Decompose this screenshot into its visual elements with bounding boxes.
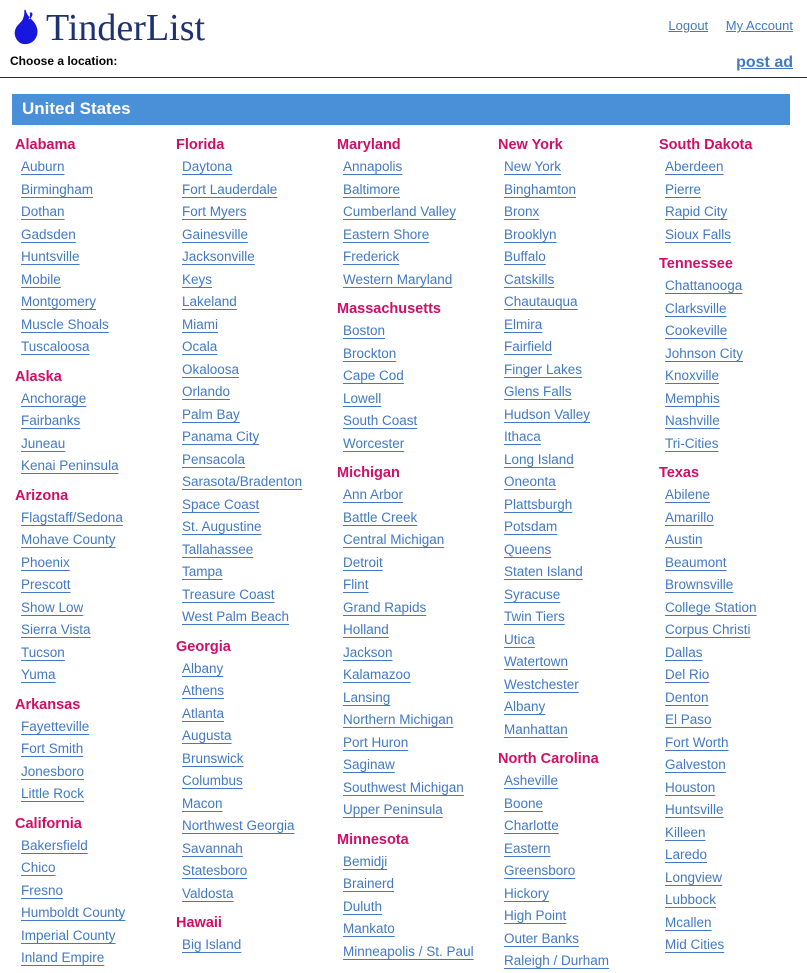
- state-heading: Texas: [659, 465, 700, 481]
- city-link[interactable]: Twin Tiers: [504, 609, 565, 624]
- columns: [0, 131, 807, 973]
- account-links: [654, 8, 793, 33]
- city-link[interactable]: Baltimore: [343, 181, 401, 197]
- city-link[interactable]: Fayetteville: [21, 718, 90, 734]
- city-link[interactable]: Brunswick: [182, 750, 244, 766]
- city-link[interactable]: Miami: [182, 316, 218, 332]
- city-link[interactable]: Dallas: [665, 644, 703, 660]
- city-link[interactable]: Charlotte: [504, 818, 559, 833]
- city-link[interactable]: Treasure Coast: [182, 586, 275, 602]
- city-link[interactable]: Port Huron: [343, 734, 409, 750]
- state-heading: North Carolina: [498, 751, 599, 767]
- city-link[interactable]: Mcallen: [665, 914, 712, 930]
- city-link[interactable]: Show Low: [21, 599, 84, 615]
- city-link[interactable]: Laredo: [665, 847, 708, 862]
- city-link[interactable]: Flagstaff/Sedona: [21, 509, 123, 525]
- city-link[interactable]: Bakersfield: [21, 837, 88, 853]
- city-link[interactable]: Frederick: [343, 249, 400, 264]
- city-link[interactable]: Knoxville: [665, 368, 720, 383]
- city-link[interactable]: Southwest Michigan: [343, 779, 464, 795]
- state-heading: Arizona: [15, 487, 69, 504]
- city-link[interactable]: Cumberland Valley: [343, 204, 457, 219]
- city-link[interactable]: Catskills: [504, 271, 555, 287]
- city-link[interactable]: Valdosta: [182, 885, 234, 901]
- city-link[interactable]: Mobile: [21, 271, 61, 287]
- city-link[interactable]: West Palm Beach: [182, 609, 290, 624]
- city-link[interactable]: Queens: [504, 541, 552, 557]
- location-column: [498, 131, 659, 973]
- location-column: [15, 131, 176, 973]
- city-link[interactable]: Inland Empire: [21, 950, 105, 965]
- city-link[interactable]: Northwest Georgia: [182, 818, 295, 833]
- city-link[interactable]: Galveston: [665, 757, 726, 772]
- city-link[interactable]: Huntsville: [21, 249, 80, 264]
- logo-link[interactable]: [10, 8, 205, 48]
- city-link[interactable]: Minneapolis / St. Paul: [343, 943, 474, 959]
- city-link[interactable]: Jackson: [343, 644, 393, 660]
- city-link[interactable]: Chico: [21, 860, 56, 875]
- city-link[interactable]: Long Island: [504, 451, 574, 467]
- city-link[interactable]: Huntsville: [665, 802, 724, 817]
- city-link[interactable]: Chautauqua: [504, 294, 578, 309]
- post-ad-link[interactable]: post ad: [736, 54, 793, 71]
- city-link[interactable]: Bemidji: [343, 853, 388, 869]
- city-link[interactable]: Cape Cod: [343, 368, 404, 383]
- city-link[interactable]: Nashville: [665, 413, 720, 428]
- city-link[interactable]: Sioux Falls: [665, 226, 732, 242]
- city-link[interactable]: Mid Cities: [665, 937, 725, 952]
- city-link[interactable]: St. Augustine: [182, 519, 262, 534]
- location-column: [337, 131, 498, 973]
- city-link[interactable]: Lowell: [343, 390, 382, 406]
- state-heading: Maryland: [337, 137, 401, 153]
- city-link[interactable]: Western Maryland: [343, 271, 453, 287]
- logout-link[interactable]: Logout: [668, 18, 709, 33]
- city-link[interactable]: Aberdeen: [665, 159, 724, 174]
- city-link[interactable]: Ocala: [182, 339, 218, 354]
- city-link[interactable]: Tallahassee: [182, 541, 254, 557]
- city-link[interactable]: Lakeland: [182, 294, 237, 309]
- my-account-link[interactable]: My Account: [725, 18, 793, 33]
- city-link[interactable]: Duluth: [343, 898, 383, 914]
- city-link[interactable]: Johnson City: [665, 345, 744, 361]
- city-link[interactable]: Savannah: [182, 840, 243, 856]
- city-link[interactable]: Memphis: [665, 390, 720, 406]
- city-link[interactable]: Albany: [504, 699, 546, 714]
- city-link[interactable]: Kenai Peninsula: [21, 458, 119, 473]
- city-link[interactable]: Rapid City: [665, 204, 728, 219]
- city-link[interactable]: Gadsden: [21, 226, 76, 242]
- city-link[interactable]: Auburn: [21, 159, 65, 174]
- city-link[interactable]: Manhattan: [504, 721, 568, 737]
- city-link[interactable]: Anchorage: [21, 390, 87, 406]
- city-link[interactable]: Sarasota/Bradenton: [182, 474, 303, 489]
- city-link[interactable]: Mohave County: [21, 532, 116, 547]
- city-link[interactable]: South Coast: [343, 413, 418, 428]
- city-link[interactable]: Albany: [182, 660, 224, 676]
- city-link[interactable]: Holland: [343, 622, 389, 637]
- city-link[interactable]: Westchester: [504, 676, 579, 692]
- city-link[interactable]: Palm Bay: [182, 406, 240, 422]
- city-link[interactable]: Lansing: [343, 689, 391, 705]
- city-link[interactable]: Northern Michigan: [343, 712, 454, 727]
- city-link[interactable]: Annapolis: [343, 159, 403, 174]
- city-link[interactable]: Brockton: [343, 345, 397, 361]
- city-link[interactable]: Fort Lauderdale: [182, 181, 278, 197]
- city-link[interactable]: Fairfield: [504, 339, 553, 354]
- state-heading: Tennessee: [659, 256, 733, 272]
- city-link[interactable]: Staten Island: [504, 564, 583, 579]
- city-link[interactable]: Yuma: [21, 667, 56, 682]
- state-heading: Michigan: [337, 465, 400, 481]
- city-link[interactable]: Gainesville: [182, 226, 249, 242]
- city-link[interactable]: Columbus: [182, 773, 243, 788]
- city-link[interactable]: Mankato: [343, 921, 395, 936]
- city-link[interactable]: Eastern: [504, 840, 551, 856]
- city-link[interactable]: Atlanta: [182, 705, 225, 721]
- city-link[interactable]: Outer Banks: [504, 930, 580, 946]
- city-link[interactable]: Daytona: [182, 159, 233, 174]
- city-link[interactable]: Fort Worth: [665, 734, 729, 750]
- city-link[interactable]: Panama City: [182, 429, 260, 444]
- city-link[interactable]: Brainerd: [343, 876, 395, 891]
- choose-location-label: Choose a location:: [10, 54, 118, 68]
- city-link[interactable]: Battle Creek: [343, 509, 418, 525]
- city-link[interactable]: Killeen: [665, 824, 706, 840]
- state-heading: Minnesota: [337, 831, 409, 848]
- tinder-flame-icon: [10, 9, 44, 47]
- city-link[interactable]: Imperial County: [21, 927, 116, 943]
- city-link[interactable]: Statesboro: [182, 863, 248, 878]
- city-link[interactable]: Asheville: [504, 773, 559, 788]
- city-link[interactable]: Macon: [182, 795, 223, 811]
- city-link[interactable]: Worcester: [343, 435, 405, 451]
- city-link[interactable]: Dothan: [21, 204, 65, 219]
- city-link[interactable]: Plattsburgh: [504, 496, 573, 512]
- page-header: [0, 0, 807, 48]
- city-link[interactable]: Pierre: [665, 181, 702, 197]
- city-link[interactable]: Jonesboro: [21, 763, 85, 779]
- city-link[interactable]: Denton: [665, 689, 709, 705]
- city-link[interactable]: Detroit: [343, 554, 383, 570]
- city-link[interactable]: Birmingham: [21, 181, 94, 197]
- city-link[interactable]: Potsdam: [504, 519, 558, 534]
- city-link[interactable]: Space Coast: [182, 496, 260, 512]
- country-banner: [12, 94, 790, 125]
- city-link[interactable]: Augusta: [182, 728, 232, 743]
- city-link[interactable]: Fairbanks: [21, 413, 81, 428]
- city-link[interactable]: Tuscaloosa: [21, 339, 90, 354]
- city-link[interactable]: Athens: [182, 683, 225, 698]
- city-link[interactable]: Glens Falls: [504, 384, 572, 399]
- state-heading: Hawaii: [176, 915, 222, 931]
- location-column: [659, 131, 807, 973]
- city-link[interactable]: Brownsville: [665, 577, 734, 592]
- city-link[interactable]: Montgomery: [21, 294, 97, 309]
- location-toolbar: [0, 48, 807, 78]
- city-link[interactable]: Finger Lakes: [504, 361, 583, 377]
- city-link[interactable]: Tucson: [21, 644, 65, 660]
- city-link[interactable]: Houston: [665, 779, 716, 795]
- city-link[interactable]: Eastern Shore: [343, 226, 430, 242]
- city-link[interactable]: Okaloosa: [182, 361, 240, 377]
- city-link[interactable]: Clarksville: [665, 300, 727, 316]
- city-link[interactable]: Fresno: [21, 882, 64, 898]
- city-link[interactable]: High Point: [504, 908, 567, 923]
- city-link[interactable]: New York: [504, 159, 562, 174]
- state-heading: Florida: [176, 137, 225, 153]
- city-link[interactable]: Beaumont: [665, 554, 727, 570]
- city-link[interactable]: Flint: [343, 577, 369, 592]
- city-link[interactable]: Elmira: [504, 316, 543, 332]
- city-link[interactable]: Bronx: [504, 204, 540, 219]
- city-link[interactable]: Ithaca: [504, 429, 541, 444]
- city-link[interactable]: Ann Arbor: [343, 487, 404, 502]
- city-link[interactable]: Juneau: [21, 435, 66, 451]
- city-link[interactable]: Lubbock: [665, 892, 717, 907]
- city-link[interactable]: Syracuse: [504, 586, 561, 602]
- city-link[interactable]: Fort Smith: [21, 741, 84, 756]
- city-link[interactable]: Kalamazoo: [343, 667, 411, 682]
- city-link[interactable]: Hudson Valley: [504, 406, 591, 422]
- city-link[interactable]: Del Rio: [665, 667, 710, 682]
- city-link[interactable]: Amarillo: [665, 509, 714, 525]
- city-link[interactable]: Longview: [665, 869, 723, 885]
- city-link[interactable]: Buffalo: [504, 249, 546, 264]
- city-link[interactable]: Pensacola: [182, 451, 246, 467]
- city-link[interactable]: Austin: [665, 532, 703, 547]
- city-link[interactable]: Orlando: [182, 384, 231, 399]
- logo-text: TinderList: [46, 7, 206, 49]
- city-link[interactable]: El Paso: [665, 712, 712, 727]
- state-heading: South Dakota: [659, 137, 753, 153]
- location-column: [176, 131, 337, 973]
- city-link[interactable]: Upper Peninsula: [343, 802, 443, 817]
- city-link[interactable]: Little Rock: [21, 786, 85, 801]
- city-link[interactable]: Sierra Vista: [21, 622, 91, 637]
- state-heading: Alaska: [15, 368, 62, 385]
- city-link[interactable]: Cookeville: [665, 323, 728, 338]
- city-link[interactable]: Phoenix: [21, 554, 70, 570]
- city-link[interactable]: Greensboro: [504, 863, 576, 878]
- city-link[interactable]: Boston: [343, 323, 386, 338]
- city-link[interactable]: Boone: [504, 795, 544, 811]
- city-link[interactable]: Corpus Christi: [665, 622, 751, 637]
- state-heading: New York: [498, 137, 563, 153]
- city-link[interactable]: Abilene: [665, 487, 711, 502]
- country-banner-title: United States: [22, 99, 131, 118]
- city-link[interactable]: Tri-Cities: [665, 435, 719, 451]
- city-link[interactable]: Big Island: [182, 937, 242, 952]
- state-heading: Massachusetts: [337, 301, 441, 317]
- city-link[interactable]: Raleigh / Durham: [504, 953, 610, 968]
- city-link[interactable]: Muscle Shoals: [21, 316, 109, 332]
- city-link[interactable]: Prescott: [21, 577, 71, 592]
- city-link[interactable]: Grand Rapids: [343, 599, 427, 615]
- city-link[interactable]: Tampa: [182, 564, 223, 579]
- city-link[interactable]: Saginaw: [343, 757, 395, 772]
- city-link[interactable]: Watertown: [504, 654, 569, 669]
- city-link[interactable]: Oneonta: [504, 474, 556, 489]
- city-link[interactable]: Binghamton: [504, 181, 577, 197]
- city-link[interactable]: Brooklyn: [504, 226, 557, 242]
- state-heading: Georgia: [176, 638, 231, 655]
- state-heading: Arkansas: [15, 696, 81, 713]
- city-link[interactable]: College Station: [665, 599, 757, 615]
- city-link[interactable]: Chattanooga: [665, 278, 743, 293]
- city-link[interactable]: Utica: [504, 631, 535, 647]
- city-link[interactable]: Hickory: [504, 885, 550, 901]
- state-heading: California: [15, 815, 82, 832]
- city-link[interactable]: Central Michigan: [343, 532, 445, 547]
- state-heading: Alabama: [15, 137, 76, 153]
- city-link[interactable]: Fort Myers: [182, 204, 247, 219]
- city-link[interactable]: Humboldt County: [21, 905, 126, 920]
- city-link[interactable]: Keys: [182, 271, 213, 287]
- city-link[interactable]: Jacksonville: [182, 249, 255, 264]
